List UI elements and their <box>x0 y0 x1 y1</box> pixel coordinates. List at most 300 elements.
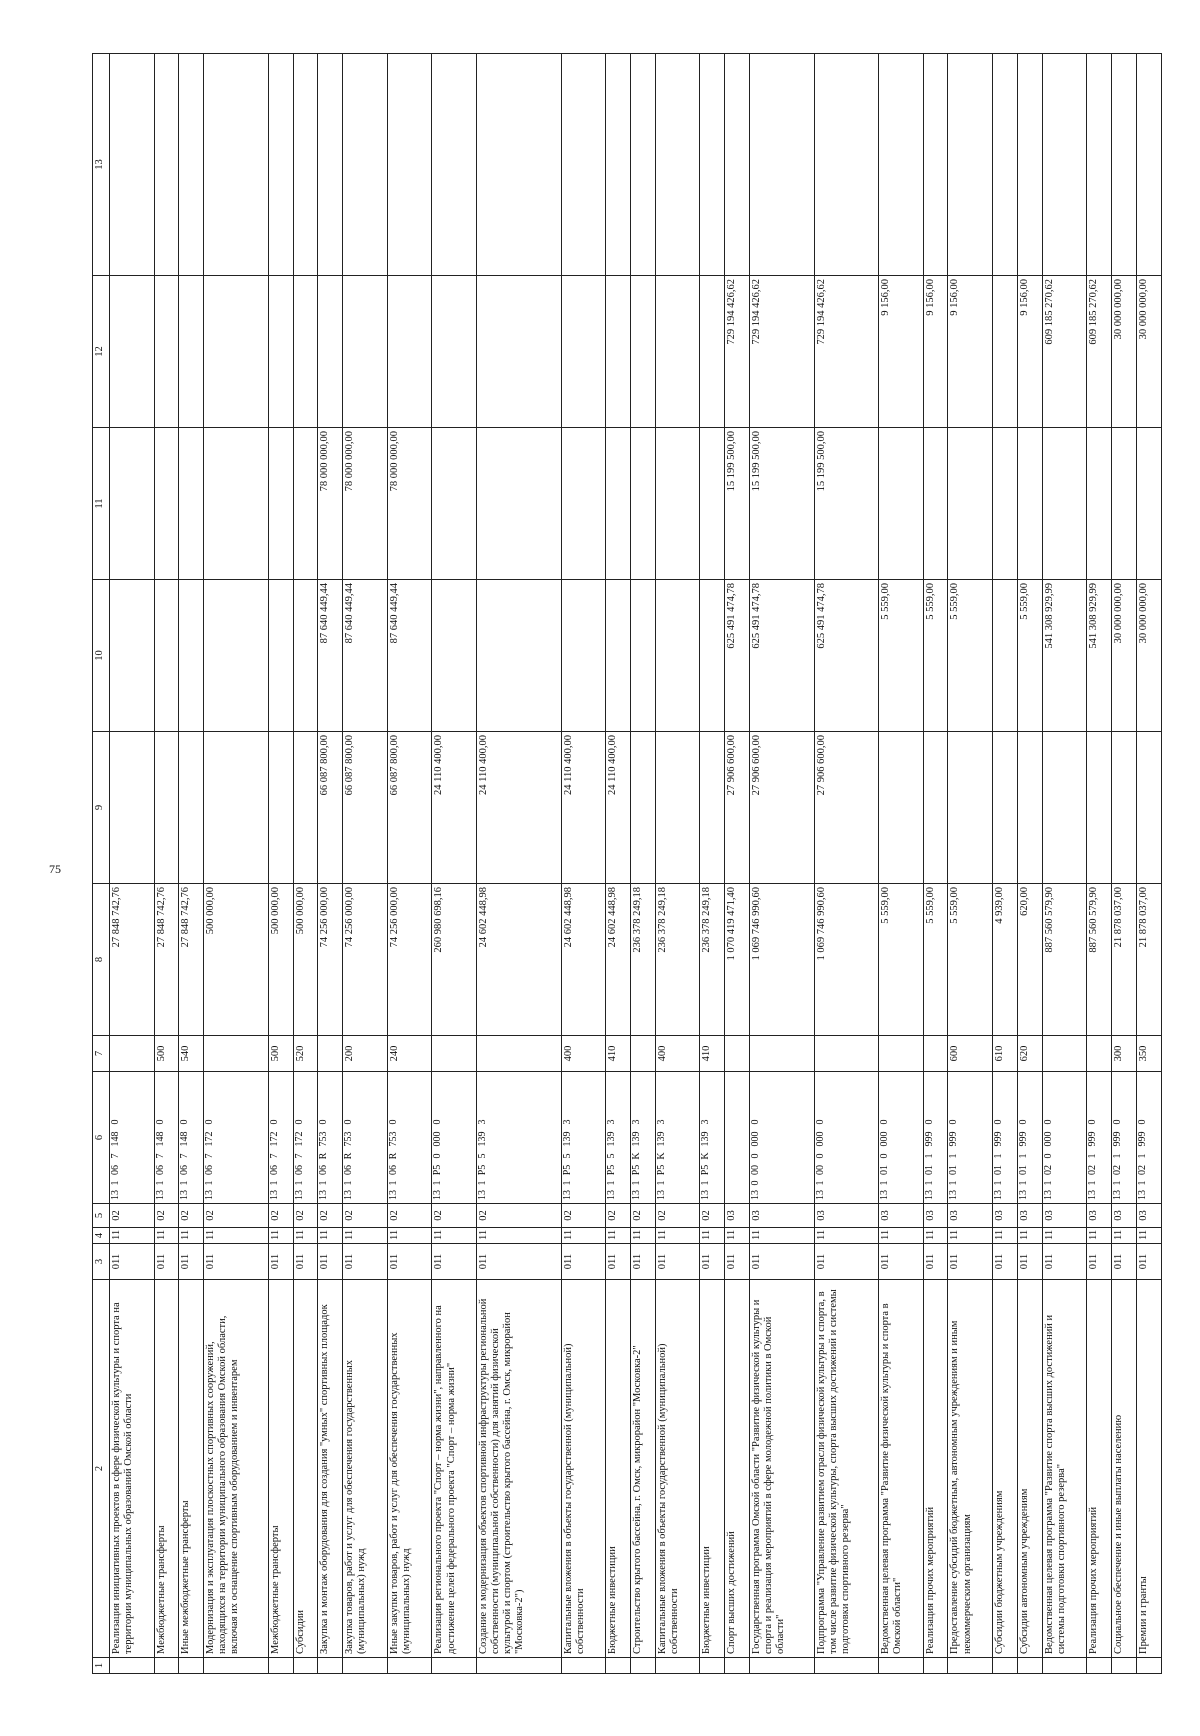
code-part: 000 <box>814 1131 826 1147</box>
row-cell-c7: 410 <box>606 1036 631 1072</box>
row-cell-c3: 011 <box>630 1244 655 1280</box>
row-cell-c8: 5 559,00 <box>948 884 993 1036</box>
row-name-cell: Капитальные вложения в объекты государственной (муниципальной) собственности <box>655 1280 700 1658</box>
budget-table <box>92 53 1162 1674</box>
table-row <box>1136 54 1161 1674</box>
row-cell-c5: 03 <box>750 1204 815 1228</box>
code-part: 0 <box>293 1119 305 1125</box>
code-part: 139 <box>477 1131 489 1147</box>
row-name-cell: Премии и гранты <box>1136 1280 1161 1658</box>
row-cell-c12: 9 156,00 <box>879 276 924 428</box>
row-cell-c4: 11 <box>477 1228 561 1244</box>
row-cell-c8: 500 000,00 <box>293 884 318 1036</box>
row-cell-c9 <box>630 732 655 884</box>
row-code-cell <box>179 1072 204 1204</box>
row-cell-c9 <box>700 732 725 884</box>
row-cell-c4: 11 <box>655 1228 700 1244</box>
code-part: 1 <box>1136 1180 1148 1186</box>
code-part: 5 <box>561 1153 573 1159</box>
code-part: 13 <box>948 1190 960 1200</box>
row-name-cell: Закупка товаров, работ и услуг для обеспечения государственных (муниципальных) нужд <box>343 1280 388 1658</box>
row-cell-c7: 200 <box>343 1036 388 1072</box>
row-marker-cell <box>879 1658 924 1674</box>
code-part: 3 <box>700 1119 712 1125</box>
row-cell-c11: 78 000 000,00 <box>318 428 343 580</box>
code-part: 1 <box>948 1153 960 1159</box>
row-cell-c9 <box>948 732 993 884</box>
code-part: 0 <box>1042 1119 1054 1125</box>
row-code-cell <box>879 1072 924 1204</box>
row-cell-c10: 87 640 449,44 <box>343 580 388 732</box>
row-cell-c10: 5 559,00 <box>879 580 924 732</box>
row-cell-c8: 236 378 249,18 <box>700 884 725 1036</box>
code-part: 13 <box>293 1190 305 1200</box>
row-code-cell <box>814 1072 879 1204</box>
row-name-cell: Закупка и монтаж оборудования для создания "умных" спортивных площадок <box>318 1280 343 1658</box>
row-cell-c7 <box>630 1036 655 1072</box>
row-cell-c10: 541 308 929,99 <box>1087 580 1112 732</box>
row-cell-c3: 011 <box>204 1244 269 1280</box>
row-name-cell: Социальное обеспечение и иные выплаты населению <box>1112 1280 1137 1658</box>
table-row <box>1042 54 1087 1674</box>
row-cell-c8: 1 069 746 990,60 <box>814 884 879 1036</box>
row-cell-c5: 02 <box>655 1204 700 1228</box>
row-cell-c12: 609 185 270,62 <box>1087 276 1112 428</box>
row-cell-c9: 24 110 400,00 <box>432 732 477 884</box>
row-cell-c12 <box>154 276 179 428</box>
row-cell-c13 <box>1042 54 1087 276</box>
row-marker-cell <box>948 1658 993 1674</box>
row-cell-c9 <box>1042 732 1087 884</box>
code-part: 3 <box>630 1119 642 1125</box>
code-part: 999 <box>1017 1131 1029 1147</box>
row-cell-c11 <box>1017 428 1042 580</box>
row-cell-c12 <box>318 276 343 428</box>
code-part: 0 <box>1017 1119 1029 1125</box>
code-part: 0 <box>814 1119 826 1125</box>
row-cell-c5: 02 <box>318 1204 343 1228</box>
row-name-cell: Ведомственная целевая программа "Развитие физической культуры и спорта в Омской области" <box>879 1280 924 1658</box>
code-part: 0 <box>750 1119 761 1125</box>
row-cell-c12 <box>179 276 204 428</box>
row-cell-c7: 600 <box>948 1036 993 1072</box>
row-cell-c3: 011 <box>179 1244 204 1280</box>
code-part: 753 <box>387 1131 399 1147</box>
code-part: P5 <box>700 1164 712 1176</box>
row-marker-cell <box>630 1658 655 1674</box>
row-cell-c7 <box>725 1036 750 1072</box>
row-name-cell: Субсидии <box>293 1280 318 1658</box>
row-cell-c9: 66 087 800,00 <box>343 732 388 884</box>
row-code-cell <box>700 1072 725 1204</box>
row-cell-c11 <box>110 428 155 580</box>
row-cell-c12 <box>630 276 655 428</box>
row-cell-c13 <box>179 54 204 276</box>
row-cell-c11 <box>293 428 318 580</box>
row-code-cell <box>477 1072 561 1204</box>
row-marker-cell <box>814 1658 879 1674</box>
code-part: 1 <box>879 1180 891 1186</box>
row-cell-c12: 9 156,00 <box>923 276 948 428</box>
code-part: 148 <box>179 1131 191 1147</box>
code-part: 7 <box>268 1153 280 1159</box>
row-cell-c12 <box>432 276 477 428</box>
row-code-cell <box>655 1072 700 1204</box>
table-body <box>110 54 1162 1674</box>
code-part: 02 <box>1087 1165 1099 1175</box>
row-cell-c3: 011 <box>1017 1244 1042 1280</box>
row-code-cell <box>1112 1072 1137 1204</box>
table-row <box>1112 54 1137 1674</box>
code-part: 06 <box>154 1165 166 1175</box>
row-cell-c10: 625 491 474,78 <box>814 580 879 732</box>
code-part: 1 <box>1087 1180 1099 1186</box>
code-part: 7 <box>293 1153 305 1159</box>
row-cell-c5: 02 <box>606 1204 631 1228</box>
row-code-cell <box>293 1072 318 1204</box>
row-cell-c5: 03 <box>1042 1204 1087 1228</box>
table-row <box>993 54 1018 1674</box>
row-cell-c13 <box>1112 54 1137 276</box>
row-cell-c11 <box>1112 428 1137 580</box>
row-cell-c5: 03 <box>879 1204 924 1228</box>
code-part: R <box>318 1152 330 1160</box>
row-cell-c8: 500 000,00 <box>204 884 269 1036</box>
code-part: 0 <box>750 1153 761 1159</box>
row-cell-c8: 27 848 742,76 <box>179 884 204 1036</box>
code-part: 13 <box>1087 1190 1099 1200</box>
row-cell-c3: 011 <box>1112 1244 1137 1280</box>
code-part: 148 <box>154 1131 166 1147</box>
row-cell-c3: 011 <box>268 1244 293 1280</box>
code-part: 0 <box>268 1119 280 1125</box>
code-part: 139 <box>655 1131 667 1147</box>
row-cell-c5: 03 <box>948 1204 993 1228</box>
row-cell-c10: 625 491 474,78 <box>725 580 750 732</box>
row-cell-c5: 03 <box>1136 1204 1161 1228</box>
code-part: 0 <box>993 1119 1005 1125</box>
row-cell-c8: 236 378 249,18 <box>655 884 700 1036</box>
row-name-cell: Бюджетные инвестиции <box>700 1280 725 1658</box>
code-part: 0 <box>432 1153 444 1159</box>
row-code-cell <box>387 1072 432 1204</box>
code-part: 0 <box>343 1119 355 1125</box>
row-cell-c11 <box>561 428 606 580</box>
row-cell-c3: 011 <box>700 1244 725 1280</box>
row-code-cell <box>561 1072 606 1204</box>
header-cell: 2 <box>93 1280 110 1658</box>
row-cell-c10: 5 559,00 <box>923 580 948 732</box>
table-row <box>477 54 561 1674</box>
code-part: 06 <box>179 1165 191 1175</box>
table-row <box>923 54 948 1674</box>
code-part: 13 <box>606 1190 618 1200</box>
row-cell-c11 <box>432 428 477 580</box>
code-part: 1 <box>923 1180 935 1186</box>
row-code-cell <box>630 1072 655 1204</box>
row-marker-cell <box>110 1658 155 1674</box>
row-cell-c11: 78 000 000,00 <box>387 428 432 580</box>
row-cell-c7 <box>879 1036 924 1072</box>
code-part: 0 <box>879 1119 891 1125</box>
code-part: 06 <box>387 1165 399 1175</box>
row-name-cell: Создание и модернизация объектов спортивной инфраструктуры региональной собственности (муниципальной собственности) для занятий физической культурой и спортом (строительство крытого бассейна, г. Омск, микрорайон "Московка-2") <box>477 1280 561 1658</box>
row-cell-c12: 9 156,00 <box>948 276 993 428</box>
code-part: 13 <box>154 1190 166 1200</box>
code-part: 1 <box>1112 1180 1124 1186</box>
row-cell-c5: 03 <box>993 1204 1018 1228</box>
code-part: 1 <box>606 1180 618 1186</box>
row-cell-c9: 66 087 800,00 <box>387 732 432 884</box>
row-cell-c12: 30 000 000,00 <box>1112 276 1137 428</box>
row-cell-c5: 02 <box>179 1204 204 1228</box>
row-marker-cell <box>204 1658 269 1674</box>
row-name-cell: Подпрограмма "Управление развитием отрасли физической культуры и спорта, в том числе развитие физической культуры, спорта высших достижений и системы подготовки спортивного резерва" <box>814 1280 879 1658</box>
row-cell-c7: 410 <box>700 1036 725 1072</box>
row-cell-c8: 5 559,00 <box>879 884 924 1036</box>
row-name-cell: Капитальные вложения в объекты государственной (муниципальной) собственности <box>561 1280 606 1658</box>
row-cell-c9 <box>1017 732 1042 884</box>
row-cell-c4: 11 <box>110 1228 155 1244</box>
row-code-cell <box>993 1072 1018 1204</box>
row-cell-c4: 11 <box>1136 1228 1161 1244</box>
code-part: 01 <box>1017 1165 1029 1175</box>
row-cell-c11 <box>606 428 631 580</box>
code-part: 13 <box>655 1190 667 1200</box>
row-name-cell: Межбюджетные трансферты <box>268 1280 293 1658</box>
row-cell-c7 <box>477 1036 561 1072</box>
header-row <box>93 54 110 1674</box>
code-part: P5 <box>655 1164 667 1176</box>
code-part: 3 <box>477 1119 489 1125</box>
code-part: 02 <box>1042 1165 1054 1175</box>
row-cell-c13 <box>725 54 750 276</box>
row-cell-c8: 21 878 037,00 <box>1136 884 1161 1036</box>
row-cell-c11 <box>204 428 269 580</box>
code-part: 13 <box>204 1190 216 1200</box>
row-name-cell: Предоставление субсидий бюджетным, автономным учреждениям и иным некоммерческим организациям <box>948 1280 993 1658</box>
code-part: 13 <box>1112 1190 1124 1200</box>
code-part: 0 <box>814 1153 826 1159</box>
row-cell-c5: 02 <box>268 1204 293 1228</box>
row-marker-cell <box>606 1658 631 1674</box>
row-name-cell: Реализация прочих мероприятий <box>923 1280 948 1658</box>
row-cell-c10 <box>561 580 606 732</box>
code-part: 000 <box>750 1131 761 1147</box>
code-part: 1 <box>923 1153 935 1159</box>
code-part: 999 <box>948 1131 960 1147</box>
header-cell: 9 <box>93 732 110 884</box>
row-cell-c4: 11 <box>343 1228 388 1244</box>
row-cell-c8: 24 602 448,98 <box>606 884 631 1036</box>
row-cell-c9 <box>204 732 269 884</box>
code-part: 7 <box>204 1153 216 1159</box>
code-part: 000 <box>432 1131 444 1147</box>
row-cell-c5: 02 <box>293 1204 318 1228</box>
table-row <box>318 54 343 1674</box>
code-part: 06 <box>204 1165 216 1175</box>
row-cell-c13 <box>204 54 269 276</box>
row-name-cell: Субсидии бюджетным учреждениям <box>993 1280 1018 1658</box>
table-row <box>814 54 879 1674</box>
row-cell-c9: 27 906 600,00 <box>725 732 750 884</box>
code-part: 139 <box>630 1131 642 1147</box>
row-cell-c13 <box>993 54 1018 276</box>
row-cell-c10: 5 559,00 <box>948 580 993 732</box>
row-cell-c5: 03 <box>725 1204 750 1228</box>
row-cell-c9: 24 110 400,00 <box>477 732 561 884</box>
table-row <box>700 54 725 1674</box>
code-part: 1 <box>1136 1153 1148 1159</box>
row-marker-cell <box>655 1658 700 1674</box>
row-cell-c9: 27 906 600,00 <box>750 732 815 884</box>
code-part: 13 <box>477 1190 489 1200</box>
row-cell-c9 <box>154 732 179 884</box>
page-number: 75 <box>49 862 61 876</box>
row-cell-c5: 02 <box>154 1204 179 1228</box>
code-part: 1 <box>1112 1153 1124 1159</box>
row-code-cell <box>268 1072 293 1204</box>
header-cell: 8 <box>93 884 110 1036</box>
row-cell-c7: 240 <box>387 1036 432 1072</box>
row-cell-c10 <box>993 580 1018 732</box>
row-cell-c8: 887 560 579,90 <box>1042 884 1087 1036</box>
row-cell-c9 <box>179 732 204 884</box>
code-part: 0 <box>1042 1153 1054 1159</box>
code-part: 06 <box>343 1165 355 1175</box>
code-part: 1 <box>993 1180 1005 1186</box>
row-code-cell <box>1087 1072 1112 1204</box>
row-cell-c8: 887 560 579,90 <box>1087 884 1112 1036</box>
row-cell-c3: 011 <box>879 1244 924 1280</box>
code-part: 1 <box>293 1180 305 1186</box>
code-part: 13 <box>630 1190 642 1200</box>
row-cell-c4: 11 <box>750 1228 815 1244</box>
row-code-cell <box>318 1072 343 1204</box>
row-cell-c4: 11 <box>154 1228 179 1244</box>
table-row <box>1017 54 1042 1674</box>
code-part: 06 <box>268 1165 280 1175</box>
row-name-cell: Межбюджетные трансферты <box>154 1280 179 1658</box>
row-cell-c4: 11 <box>1017 1228 1042 1244</box>
row-marker-cell <box>1017 1658 1042 1674</box>
row-cell-c8: 5 559,00 <box>923 884 948 1036</box>
code-part: 1 <box>432 1180 444 1186</box>
code-part: 999 <box>993 1131 1005 1147</box>
code-part: 0 <box>318 1119 330 1125</box>
row-marker-cell <box>750 1658 815 1674</box>
row-cell-c9: 66 087 800,00 <box>318 732 343 884</box>
code-part: 0 <box>110 1119 121 1125</box>
code-part: 0 <box>948 1119 960 1125</box>
row-cell-c11: 15 199 500,00 <box>750 428 815 580</box>
row-cell-c4: 11 <box>387 1228 432 1244</box>
row-marker-cell <box>561 1658 606 1674</box>
code-part: 1 <box>1087 1153 1099 1159</box>
row-cell-c3: 011 <box>432 1244 477 1280</box>
code-part: 13 <box>432 1190 444 1200</box>
code-part: 1 <box>814 1180 826 1186</box>
row-cell-c9 <box>993 732 1018 884</box>
row-cell-c4: 11 <box>432 1228 477 1244</box>
code-part: 0 <box>204 1119 216 1125</box>
code-part: 01 <box>879 1165 891 1175</box>
row-cell-c3: 011 <box>293 1244 318 1280</box>
row-name-cell: Бюджетные инвестиции <box>606 1280 631 1658</box>
row-cell-c7 <box>814 1036 879 1072</box>
table-row <box>725 54 750 1674</box>
code-part: 1 <box>1017 1153 1029 1159</box>
code-part: 0 <box>179 1119 191 1125</box>
row-cell-c13 <box>879 54 924 276</box>
row-cell-c5: 02 <box>343 1204 388 1228</box>
code-part: 06 <box>110 1165 121 1175</box>
row-cell-c11 <box>1087 428 1112 580</box>
row-cell-c3: 011 <box>993 1244 1018 1280</box>
row-cell-c13 <box>923 54 948 276</box>
row-cell-c10: 87 640 449,44 <box>318 580 343 732</box>
row-cell-c4: 11 <box>879 1228 924 1244</box>
table-row <box>204 54 269 1674</box>
row-cell-c5: 02 <box>561 1204 606 1228</box>
row-cell-c10: 541 308 929,99 <box>1042 580 1087 732</box>
row-cell-c4: 11 <box>561 1228 606 1244</box>
row-cell-c8: 27 848 742,76 <box>110 884 155 1036</box>
row-code-cell <box>725 1072 750 1204</box>
row-marker-cell <box>318 1658 343 1674</box>
table-row <box>948 54 993 1674</box>
row-cell-c12: 729 194 426,62 <box>750 276 815 428</box>
code-part: K <box>630 1152 642 1160</box>
row-cell-c10 <box>293 580 318 732</box>
row-marker-cell <box>432 1658 477 1674</box>
row-marker-cell <box>477 1658 561 1674</box>
code-part: P5 <box>432 1164 444 1176</box>
header-cell: 5 <box>93 1204 110 1228</box>
code-part: 13 <box>561 1190 573 1200</box>
row-cell-c11 <box>154 428 179 580</box>
row-cell-c5: 02 <box>630 1204 655 1228</box>
row-cell-c12 <box>655 276 700 428</box>
row-cell-c9 <box>879 732 924 884</box>
code-part: 1 <box>655 1180 667 1186</box>
row-cell-c13 <box>318 54 343 276</box>
code-part: 1 <box>1042 1180 1054 1186</box>
row-cell-c12 <box>993 276 1018 428</box>
row-cell-c9 <box>923 732 948 884</box>
row-cell-c8: 24 602 448,98 <box>477 884 561 1036</box>
row-cell-c5: 03 <box>923 1204 948 1228</box>
row-cell-c10: 30 000 000,00 <box>1112 580 1137 732</box>
code-part: 1 <box>1017 1180 1029 1186</box>
row-cell-c11 <box>1136 428 1161 580</box>
row-cell-c9: 27 906 600,00 <box>814 732 879 884</box>
row-cell-c11: 15 199 500,00 <box>814 428 879 580</box>
code-part: 7 <box>154 1153 166 1159</box>
table-row <box>655 54 700 1674</box>
row-cell-c12 <box>343 276 388 428</box>
row-code-cell <box>343 1072 388 1204</box>
row-code-cell <box>1017 1072 1042 1204</box>
row-cell-c7 <box>432 1036 477 1072</box>
code-part: K <box>700 1152 712 1160</box>
row-cell-c7: 520 <box>293 1036 318 1072</box>
row-cell-c13 <box>154 54 179 276</box>
table-row <box>387 54 432 1674</box>
code-part: 02 <box>1112 1165 1124 1175</box>
row-cell-c5: 02 <box>700 1204 725 1228</box>
code-part: 1 <box>387 1180 399 1186</box>
